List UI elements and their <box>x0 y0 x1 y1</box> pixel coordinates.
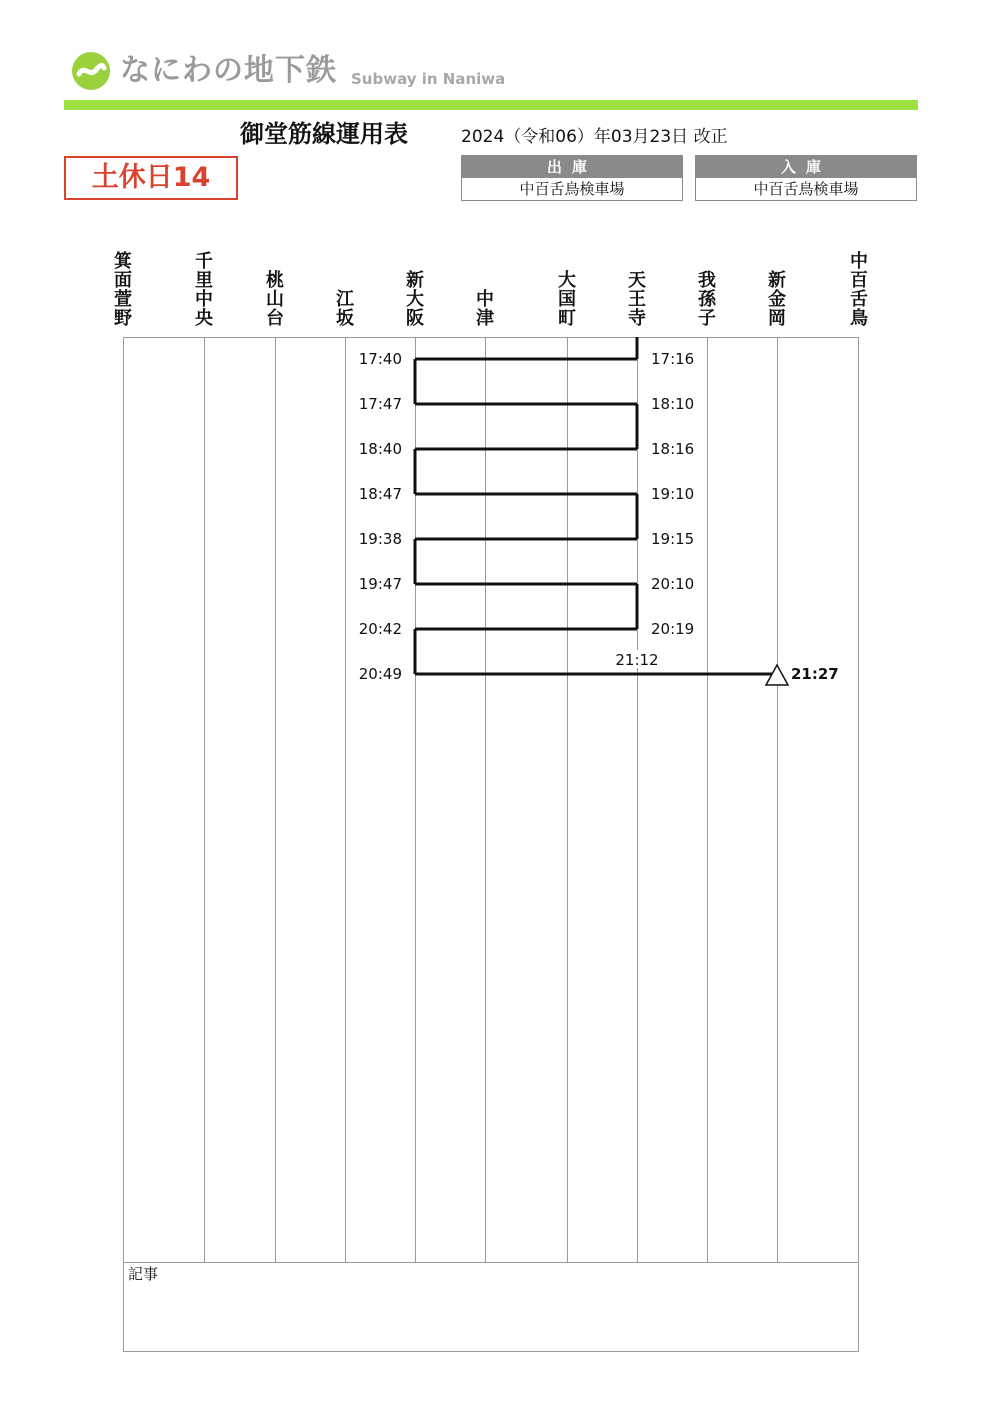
document-title: 御堂筋線運用表 <box>240 120 408 148</box>
station-8: 我 孫 子 <box>698 270 716 329</box>
station-7: 天 王 寺 <box>628 270 646 329</box>
time-label: 19:38 <box>358 530 402 548</box>
arrive-depot-value: 中百舌鳥検車場 <box>753 180 859 198</box>
time-label: 20:42 <box>358 620 402 638</box>
depart-depot-value: 中百舌鳥検車場 <box>519 180 625 198</box>
time-label: 18:16 <box>651 440 695 458</box>
time-label: 17:47 <box>358 395 402 413</box>
station-1: 千 里 中 央 <box>195 251 213 329</box>
station-5: 中 津 <box>476 289 494 329</box>
time-label-final: 21:27 <box>791 665 839 683</box>
station-9: 新 金 岡 <box>768 270 786 329</box>
arrive-depot-label: 入庫 <box>696 156 916 178</box>
time-label: 19:47 <box>358 575 402 593</box>
pass-time-label: 21:12 <box>615 651 659 669</box>
time-label: 20:49 <box>358 665 402 683</box>
time-label: 17:16 <box>651 350 695 368</box>
station-3: 江 坂 <box>336 289 354 329</box>
time-label: 19:15 <box>651 530 695 548</box>
station-10: 中 百 舌 鳥 <box>850 251 868 329</box>
station-2: 桃 山 台 <box>266 270 284 329</box>
operation-number-badge: 土休日14 <box>64 156 238 200</box>
logo-name: なにわの地下鉄 <box>120 53 337 88</box>
time-label: 18:10 <box>651 395 695 413</box>
time-label: 17:40 <box>358 350 402 368</box>
time-label: 18:40 <box>358 440 402 458</box>
station-0: 箕 面 萱 野 <box>114 251 132 329</box>
time-label: 20:19 <box>651 620 695 638</box>
time-label: 19:10 <box>651 485 695 503</box>
depart-depot-label: 出庫 <box>462 156 682 178</box>
station-6: 大 国 町 <box>558 270 576 329</box>
logo-subtitle: Subway in Naniwa <box>351 70 506 88</box>
station-4: 新 大 阪 <box>406 270 424 329</box>
revision-date: 2024（令和06）年03月23日 改正 <box>461 127 728 147</box>
notes-label: 記事 <box>128 1265 159 1283</box>
time-label: 18:47 <box>358 485 402 503</box>
time-label: 20:10 <box>651 575 695 593</box>
